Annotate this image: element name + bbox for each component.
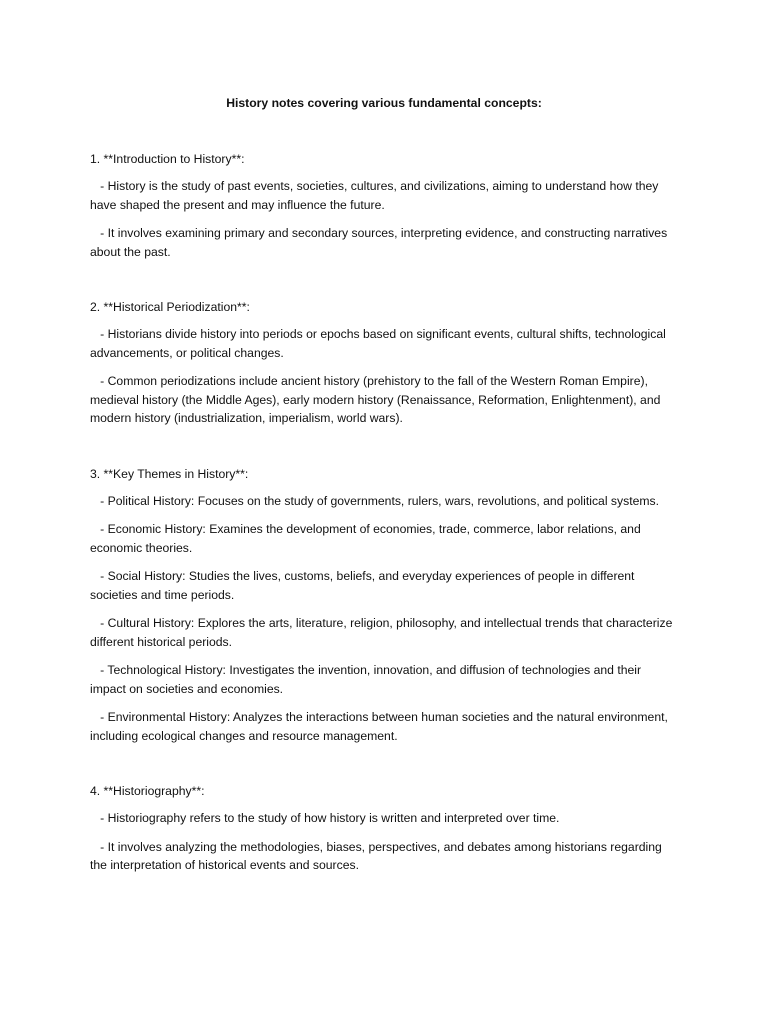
section-heading: 2. **Historical Periodization**: [90, 300, 250, 314]
section-heading: 1. **Introduction to History**: [90, 152, 245, 166]
section-paragraph: - Historiography refers to the study of how history is written and interpreted over time. [90, 811, 560, 825]
section-paragraph: - It involves examining primary and secondary sources, interpreting evidence, and constructing narratives about the past. [90, 226, 671, 259]
section-paragraph: - Historians divide history into periods or epochs based on significant events, cultural shifts, technological advancements, or political changes. [90, 327, 670, 360]
section-historiography [90, 782, 680, 875]
section-paragraph: - Social History: Studies the lives, customs, beliefs, and everyday experiences of people in different societies and time periods. [90, 569, 638, 602]
section-historical-periodization [90, 298, 680, 428]
section-paragraph: - Environmental History: Analyzes the interactions between human societies and the natural environment, including ecological changes and resource management. [90, 710, 672, 743]
document-body [90, 150, 680, 875]
section-paragraph: - Cultural History: Explores the arts, literature, religion, philosophy, and intellectual trends that characterize different historical periods. [90, 616, 676, 649]
section-introduction-to-history [90, 150, 680, 261]
section-key-themes-in-history [90, 465, 680, 746]
section-paragraph: - Economic History: Examines the development of economies, trade, commerce, labor relations, and economic theories. [90, 522, 645, 555]
section-paragraph: - Political History: Focuses on the study of governments, rulers, wars, revolutions, and political systems. [90, 493, 659, 508]
section-paragraph: - Common periodizations include ancient history (prehistory to the fall of the Western Roman Empire), medieval history (the Middle Ages), early modern history (Renaissance, Reformation, Enlightenment), and modern history (industrialization, imperialism, world wars). [90, 374, 664, 425]
section-heading: 3. **Key Themes in History**: [90, 466, 249, 481]
section-paragraph: - Technological History: Investigates the invention, innovation, and diffusion of technologies and their impact on societies and economies. [90, 663, 645, 696]
section-paragraph: - History is the study of past events, societies, cultures, and civilizations, aiming to understand how they have shaped the present and may influence the future. [90, 179, 662, 212]
document-title: History notes covering various fundamental concepts: [226, 96, 542, 110]
section-paragraph: - It involves analyzing the methodologies, biases, perspectives, and debates among historians regarding the interpretation of historical events and sources. [90, 839, 666, 872]
section-heading: 4. **Historiography**: [90, 784, 205, 798]
